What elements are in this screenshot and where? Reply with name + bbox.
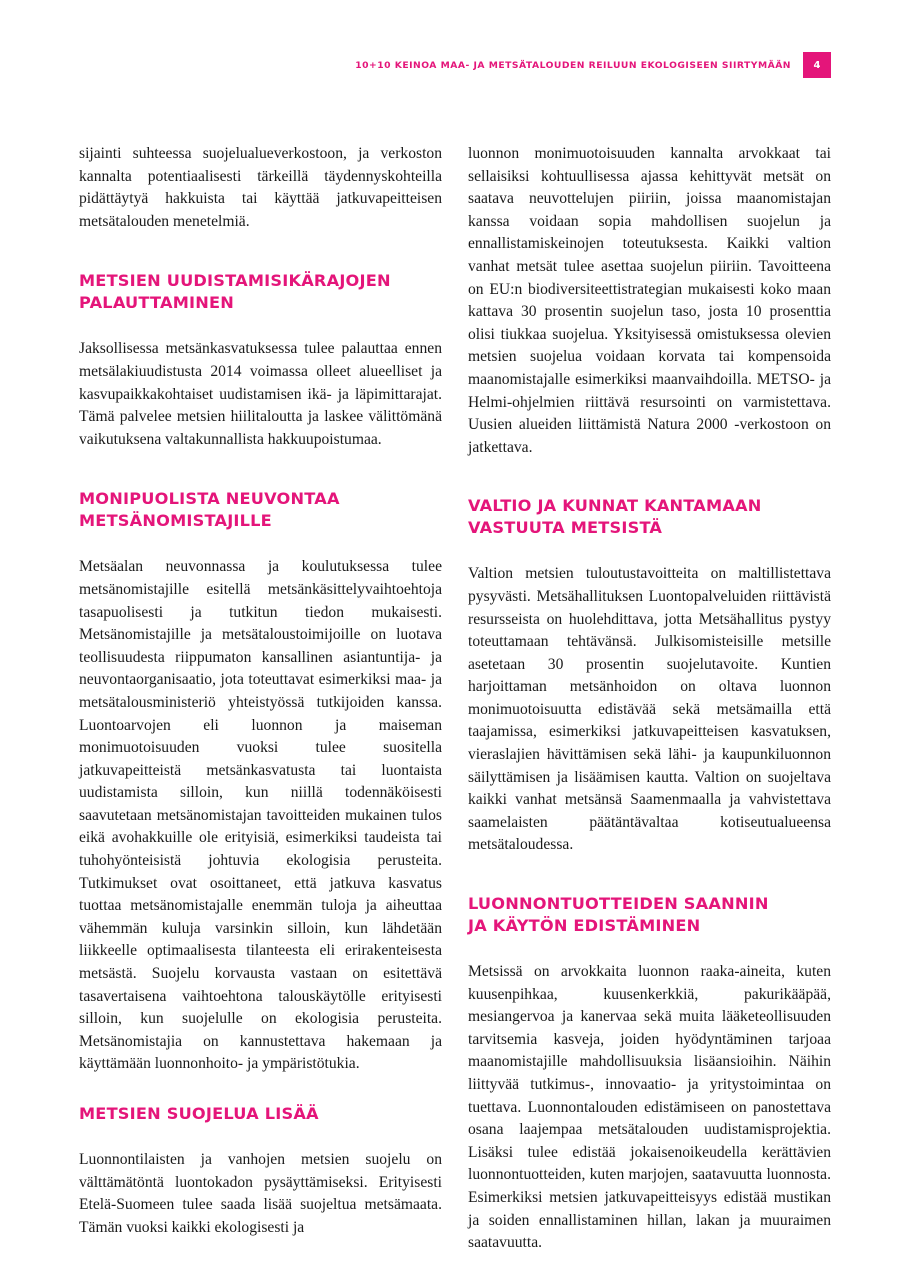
continued-paragraph: luonnon monimuotoisuuden kannalta arvokkaat tai sellaisiksi kohtuullisessa ajassa kehittyvät metsät on saatava neuvottelujen piiriin, joissa maanomistajan kanssa voidaan sopia mahdollisen suojelun ja ennallistamiskeinojen toteutuksesta. Kaikki valtion vanhat metsät tulee asettaa suojelun piiriin. Tavoitteena on EU:n biodiversiteettistrategian mukaisesti koko maan kattava 30 prosentin suojelun taso, josta 10 prosenttia olisi tiukkaa suojelua. Yksityisessä omistuksessa olevien metsien suojelua voidaan korvata tai kompensoida maanomistajalle esimerkiksi maanvaihdoilla. METSO- ja Helmi-ohjelmien riittävä resursointi on varmistettava. Uusien alueiden liittämistä Natura 2000 -verkostoon on jatkettava. (468, 145, 831, 456)
section-heading-suojelu (79, 1103, 442, 1125)
running-header-title: 10+10 KEINOA MAA- JA METSÄTALOUDEN REILUUN EKOLOGISEEN SIIRTYMÄÄN (355, 59, 791, 71)
heading-line-2: PALAUTTAMINEN (79, 293, 235, 313)
heading-line-1: METSIEN SUOJELUA LISÄÄ (79, 1104, 319, 1123)
heading-line-2: VASTUUTA METSISTÄ (468, 518, 663, 538)
section-heading-valtio-kunnat (468, 495, 831, 539)
heading-line-2: METSÄNOMISTAJILLE (79, 511, 272, 531)
continued-paragraph: sijainti suhteessa suojelualueverkostoon, ja verkoston kannalta potentiaalisesti tärkeillä täydennyskohteilla pidättäytyä hakkuista tai käyttää jatkuvapeitteisen metsätalouden menetelmiä. (79, 145, 442, 230)
left-column (79, 143, 442, 1239)
heading-line-1: VALTIO JA KUNNAT KANTAMAAN (468, 496, 762, 516)
page-header (355, 52, 831, 78)
section-body-uudistamisikarajat: Jaksollisessa metsänkasvatuksessa tulee palauttaa ennen metsälakiuudistusta 2014 voimassa olleet alueelliset ja kasvupaikkakohtaiset uudistamisen ikä- ja läpimittarajat. Tämä palvelee metsien hiilitaloutta ja laskee välittömänä vaikutuksena valtakunnallista hakkuupoistumaa. (79, 340, 442, 448)
heading-line-1: METSIEN UUDISTAMISIKÄRAJOJEN (79, 271, 391, 291)
page-number-badge: 4 (803, 52, 831, 78)
right-column (468, 143, 831, 1255)
section-body-neuvonta: Metsäalan neuvonnassa ja koulutuksessa tulee metsänomistajille esitellä metsänkäsittelyvaihtoehtoja tasapuolisesti ja tutkitun tiedon mukaisesti. Metsänomistajille ja metsätaloustoimijoille on luotava teollisuudesta riippumaton kansallinen asiantuntija- ja neuvontaorganisaatio, jota toteuttavat esimerkiksi maa- ja metsätalousministeriö yhteistyössä tutkijoiden kanssa. Luontoarvojen eli luonnon ja maiseman monimuotoisuuden vuoksi tulee suositella jatkuvapeitteistä metsänkasvatusta tai luontaista uudistamista silloin, kun niillä todennäköisesti saavutetaan metsänomistajan tavoitteiden mukainen tulos eikä avohakkuille ole erityisiä, esimerkiksi taudeista tai tuhohyönteisistä johtuvia ekologisia perusteita. Tutkimukset ovat osoittaneet, että jatkuva kasvatus tuottaa metsänomistajalle enemmän tuloja ja aiheuttaa vähemmän kuluja varsinkin silloin, kun lähdetään liikkeelle optimaalisesta tilanteesta eli erirakenteisesta metsästä. Suojelu korvausta vastaan on esitettävä tasavertaisena vaihtoehtona talouskäytölle erityisesti silloin, kun suojelulle on ekologisia perusteita. Metsänomistajia on kannustettava hakemaan ja käyttämään luonnonhoito- ja ympäristötukia. (79, 558, 442, 1073)
section-heading-uudistamisikarajat (79, 270, 442, 314)
section-body-luonnontuotteet: Metsissä on arvokkaita luonnon raaka-aineita, kuten kuusenpihkaa, kuusenkerkkiä, pakurikääpää, mesiangervoa ja kanervaa sekä muita lääketeollisuuden tarvitsemia kasveja, joiden hyödyntäminen tarjoaa maanomistajille mahdollisuuksia lisäansioihin. Näihin liittyvää tutkimus-, innovaatio- ja yritystoimintaa on tuettava. Luonnontalouden edistämiseen on panostettava osana laajempaa metsätalouden uudistamisprojektia. Lisäksi tulee edistää jokaisenoikeudella kerättävien luonnontuotteiden, kuten marjojen, saatavuutta luonnosta. Esimerkiksi metsien jatkuvapeitteisyys edistää mustikan ja soiden ennallistaminen hillan, lakan ja muuraimen saatavuutta. (468, 963, 831, 1252)
heading-line-1: LUONNONTUOTTEIDEN SAANNIN (468, 894, 769, 914)
heading-line-1: MONIPUOLISTA NEUVONTAA (79, 489, 340, 509)
heading-line-2: JA KÄYTÖN EDISTÄMINEN (468, 916, 701, 936)
section-body-valtio-kunnat: Valtion metsien tuloutustavoitteita on maltillistettava pysyvästi. Metsähallituksen Luontopalveluiden riittävistä resursseista on huolehdittava, jotta Metsähallitus pystyy toteuttamaan tehtävänsä. Julkisomisteisille metsille asetetaan 30 prosentin suojelutavoite. Kuntien harjoittaman metsänhoidon on oltava luonnon monimuotoisuutta edistävää sekä metsämailla että taajamissa, esimerkiksi jatkuvapeitteisen kasvatuksen, vieraslajien hävittämisen sekä lähi- ja kaupunkiluonnon säilyttämisen ja lisäämisen kautta. Valtion on suojeltava kaikki vanhat metsänsä Saamenmaalla ja vahvistettava saamelaisten päätäntävaltaa kotiseutualueensa metsätaloudessa. (468, 565, 831, 854)
section-body-suojelu: Luonnontilaisten ja vanhojen metsien suojelu on välttämätöntä luontokadon pysäyttämiseksi. Erityisesti Etelä-Suomeen tulee saada lisää suojeltua metsämaata. Tämän vuoksi kaikki ekologisesti ja (79, 1151, 442, 1236)
section-heading-luonnontuotteet (468, 893, 831, 937)
section-heading-neuvonta (79, 488, 442, 532)
